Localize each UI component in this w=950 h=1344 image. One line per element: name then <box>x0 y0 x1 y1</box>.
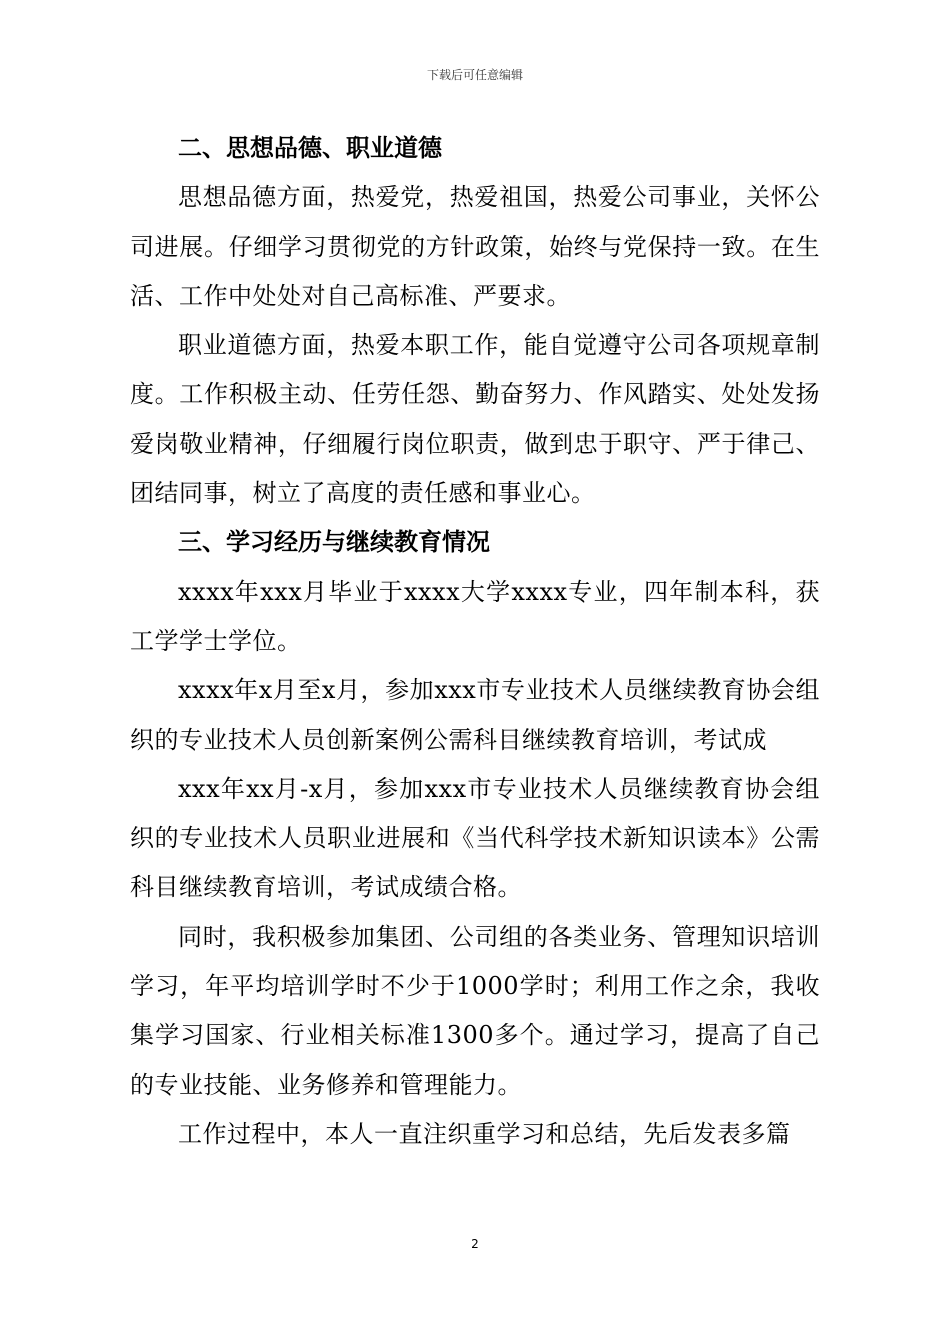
paragraph-graduation: xxxx年xxx月毕业于xxxx大学xxxx专业，四年制本科，获工学学士学位。 <box>130 577 820 655</box>
paragraph-training-innovation: xxxx年x月至x月，参加xxx市专业技术人员继续教育协会组织的专业技术人员创新案例公需科目继续教育培训，考试成 <box>130 676 820 754</box>
paragraph-training-career: xxx年xx月-x月，参加xxx市专业技术人员继续教育协会组织的专业技术人员职业进展和《当代科学技术新知识读本》公需科目继续教育培训，考试成绩合格。 <box>130 774 820 902</box>
paragraph-professional-ethics: 职业道德方面，热爱本职工作，能自觉遵守公司各项规章制度。工作积极主动、任劳任怨、勤奋努力、作风踏实、处处发扬爱岗敬业精神，仔细履行岗位职责，做到忠于职守、严于律己、团结同事，树立了高度的责任感和事业心。 <box>130 331 820 508</box>
header-note: 下载后可任意编辑 <box>426 68 523 82</box>
page-number: 2 <box>471 1237 479 1251</box>
paragraph-ideology: 思想品德方面，热爱党，热爱祖国，热爱公司事业，关怀公司进展。仔细学习贯彻党的方针政策，始终与党保持一致。在生活、工作中处处对自己高标准、严要求。 <box>130 183 820 310</box>
paragraph-study-standards: 同时，我积极参加集团、公司组的各类业务、管理知识培训学习，年平均培训学时不少于1000学时；利用工作之余，我收集学习国家、行业相关标准1300多个。通过学习，提高了自己的专业技能、业务修养和管理能力。 <box>130 922 820 1099</box>
paragraph-publications: 工作过程中，本人一直注织重学习和总结，先后发表多篇 <box>178 1119 791 1148</box>
section-heading-ethics: 二、思想品德、职业道德 <box>178 134 442 162</box>
document-body <box>130 124 820 1159</box>
section-heading-education: 三、学习经历与继续教育情况 <box>178 528 490 557</box>
